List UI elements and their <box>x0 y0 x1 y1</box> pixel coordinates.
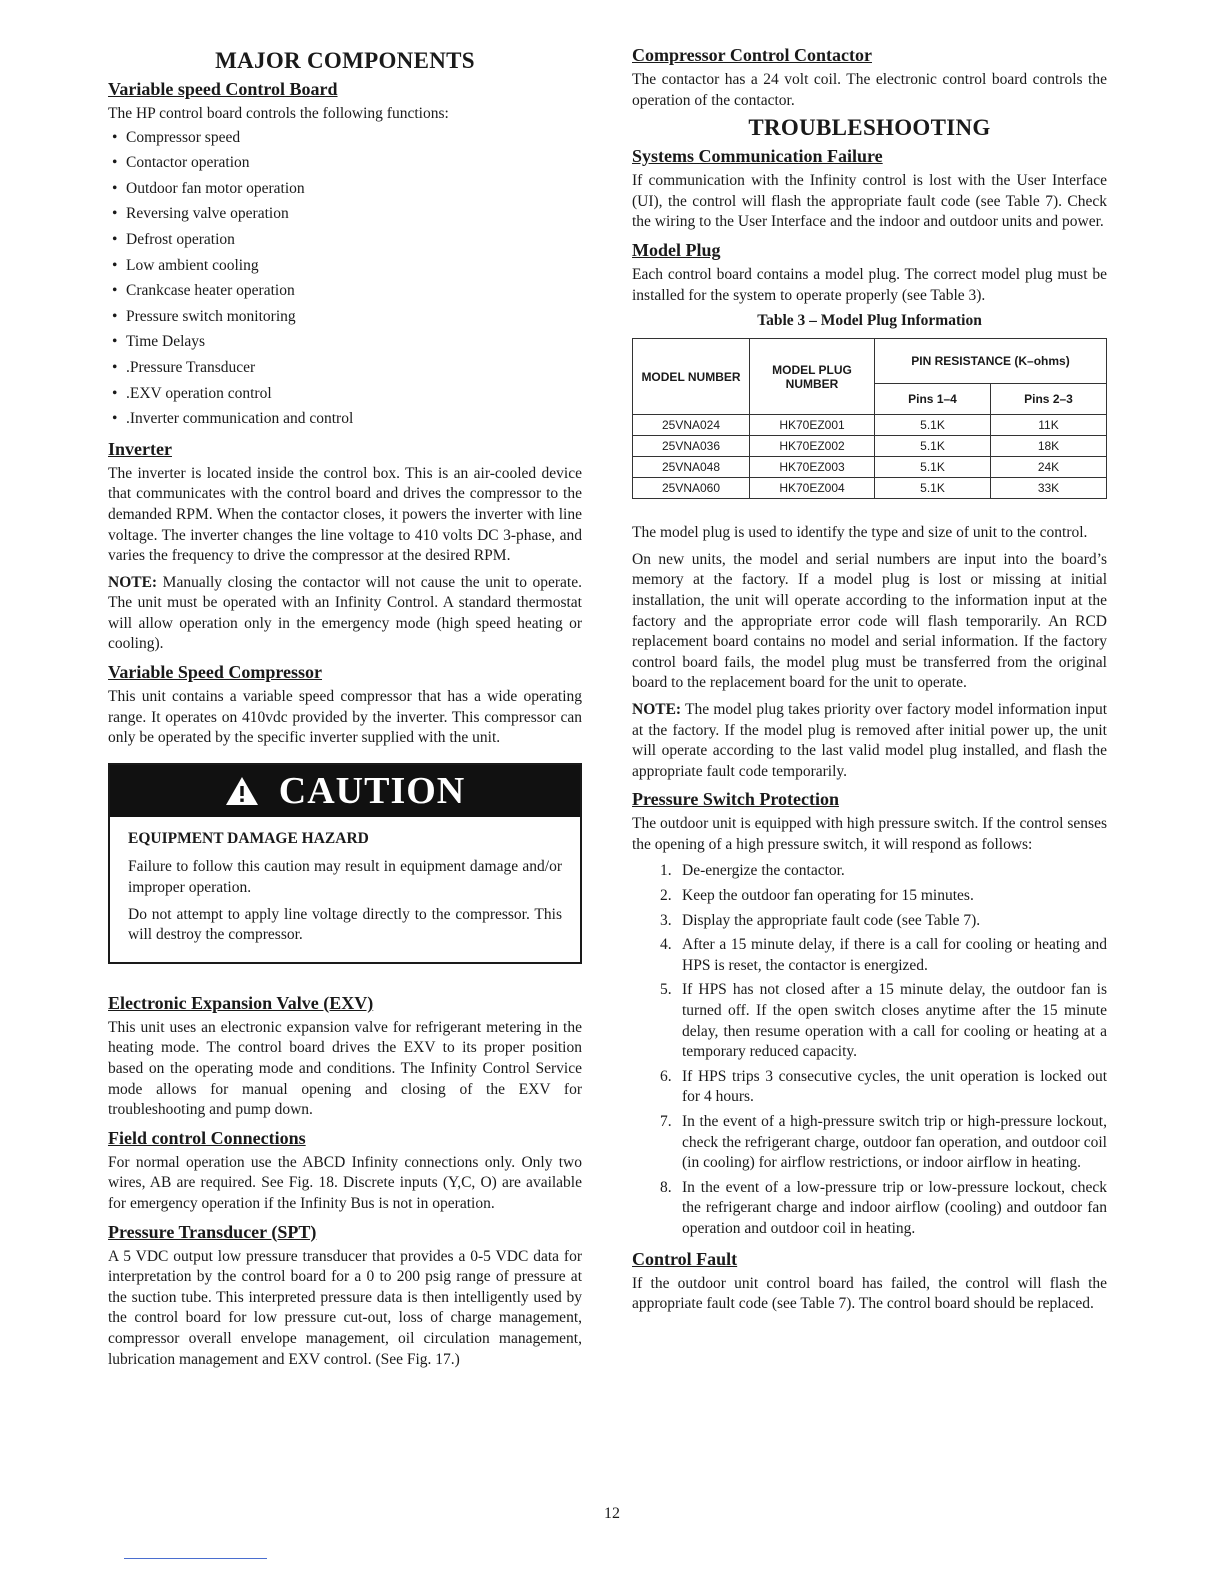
list-item: • Time Delays <box>108 329 582 355</box>
note-text: Manually closing the contactor will not cause the unit to operate. The unit must be operated with an Infinity Control. A standard thermostat will allow operation only in the emergency mode (high speed heating or cooling). <box>108 573 582 653</box>
inverter-note <box>108 573 582 655</box>
model-plug-heading: Model Plug <box>632 239 721 260</box>
table-cell: 5.1K <box>875 415 991 436</box>
model-plug-paragraph-2: The model plug is used to identify the type and size of unit to the control. <box>632 524 1088 542</box>
model-plug-table <box>632 338 1107 499</box>
vscb-heading: Variable speed Control Board <box>108 79 338 99</box>
warning-triangle-icon <box>225 776 259 806</box>
table-row <box>633 478 1107 499</box>
list-item <box>632 1178 1107 1240</box>
caution-text-1: Failure to follow this caution may result in equipment damage and/or improper operation. <box>128 858 562 897</box>
list-item: • Compressor speed <box>108 125 582 151</box>
psp-steps <box>632 861 1107 1239</box>
table-cell: HK70EZ003 <box>750 457 875 478</box>
left-column <box>108 44 582 1376</box>
step-number: 1. <box>660 862 672 880</box>
table-cell: HK70EZ002 <box>750 436 875 457</box>
model-plug-paragraph-3: On new units, the model and serial numbers are input into the board’s memory at the factory. If a model plug is lost or missing at initial installation, the unit will operate according to the information input at the factory and the appropriate error code will flash temporarily. An RCD replacement board contains no model and serial information. If the factory control board fails, the model plug must be transferred from the original board to the replacement board for the unit to operate. <box>632 550 1107 692</box>
step-text: After a 15 minute delay, if there is a call for cooling or heating and HPS is reset, the contactor is energized. <box>682 936 1107 974</box>
footer-rule <box>124 1558 267 1559</box>
fcc-heading: Field control Connections <box>108 1127 306 1148</box>
col-header-model: MODEL NUMBER <box>633 339 750 415</box>
step-number: 6. <box>660 1067 672 1085</box>
col-header-pin: PIN RESISTANCE (K–ohms) <box>875 339 1107 384</box>
list-item: • .Inverter communication and control <box>108 406 582 432</box>
function-list <box>108 125 582 432</box>
fcc-paragraph: For normal operation use the ABCD Infinity connections only. Only two wires, AB are required. See Fig. 18. Discrete inputs (Y,C, O) are available for emergency operation if the Infinity Bus is not in operation. <box>108 1153 582 1212</box>
list-item: • Defrost operation <box>108 227 582 253</box>
table-cell: HK70EZ004 <box>750 478 875 499</box>
note-text: The model plug takes priority over factory model information input at the factory. If the model plug is removed after initial power up, the unit will operate according to the last valid model plug installed, and flash the appropriate fault code temporarily. <box>632 700 1107 780</box>
table-cell: 5.1K <box>875 436 991 457</box>
list-item <box>632 980 1107 1062</box>
caution-text-2: Do not attempt to apply line voltage directly to the compressor. This will destroy the compressor. <box>128 905 562 944</box>
list-item <box>632 1112 1107 1174</box>
list-item: • Crankcase heater operation <box>108 278 582 304</box>
list-item: • Pressure switch monitoring <box>108 304 582 330</box>
model-plug-paragraph: Each control board contains a model plug. The correct model plug must be installed for the system to operate properly (see Table 3). <box>632 265 1107 304</box>
note-label: NOTE: <box>108 573 158 591</box>
step-number: 4. <box>660 936 672 954</box>
psp-heading: Pressure Switch Protection <box>632 789 839 810</box>
list-item <box>632 911 1107 932</box>
caution-body <box>110 817 580 962</box>
step-number: 2. <box>660 887 672 905</box>
vsc-paragraph: This unit contains a variable speed compressor that has a wide operating range. It operates on 410vdc provided by the inverter. This compressor can only be operated by the specific inverter supplied with the unit. <box>108 688 582 747</box>
caution-box <box>108 763 582 964</box>
list-item: • .EXV operation control <box>108 381 582 407</box>
troubleshooting-title: TROUBLESHOOTING <box>748 115 991 141</box>
control-fault-paragraph: If the outdoor unit control board has failed, the control will flash the appropriate fault code (see Table 7). The control board should be replaced. <box>632 1274 1107 1313</box>
col-header-pins-1-4: Pins 1–4 <box>875 384 991 415</box>
table-cell: 5.1K <box>875 478 991 499</box>
list-item <box>632 861 1107 882</box>
table-cell: 25VNA036 <box>633 436 750 457</box>
list-item: • Low ambient cooling <box>108 253 582 279</box>
exv-paragraph: This unit uses an electronic expansion valve for refrigerant metering in the heating mode. The control board drives the EXV to its proper position based on the operating mode and conditions. The Infinity Control Service mode allows for manual opening and closing of the EXV for troubleshooting and pump down. <box>108 1018 582 1119</box>
ccc-heading: Compressor Control Contactor <box>632 45 872 65</box>
col-header-pins-2-3: Pins 2–3 <box>991 384 1107 415</box>
list-item: • Outdoor fan motor operation <box>108 176 582 202</box>
step-text: If HPS has not closed after a 15 minute delay, the outdoor fan is turned off. If the open switch closes anytime after the 15 minute delay, then resume operation with a call for cooling or heating at a temporary reduced capacity. <box>682 981 1107 1061</box>
page-number: 12 <box>604 1505 620 1522</box>
inverter-heading: Inverter <box>108 438 172 459</box>
table-row <box>633 415 1107 436</box>
caution-hazard: EQUIPMENT DAMAGE HAZARD <box>128 829 369 847</box>
list-item <box>632 935 1107 976</box>
table-cell: 25VNA048 <box>633 457 750 478</box>
table-cell: 25VNA060 <box>633 478 750 499</box>
step-number: 5. <box>660 981 672 999</box>
table-cell: 33K <box>991 478 1107 499</box>
table-cell: 25VNA024 <box>633 415 750 436</box>
spt-paragraph: A 5 VDC output low pressure transducer that provides a 0-5 VDC data for interpretation by the control board for a 0 to 200 psig range of pressure at the suction tube. This interpreted pressure data is then intelligently used by the control board for low pressure cut-out, loss of charge management, compressor overall envelope management, oil circulation management, lubrication management and EXV control. (See Fig. 17.) <box>108 1247 582 1368</box>
step-text: In the event of a high-pressure switch trip or high-pressure lockout, check the refrigerant charge, outdoor fan operation, and outdoor coil (in cooling) for airflow restrictions, or indoor airflow in heating. <box>682 1113 1107 1172</box>
vscb-intro: The HP control board controls the following functions: <box>108 105 449 122</box>
table-cell: 5.1K <box>875 457 991 478</box>
step-text: Keep the outdoor fan operating for 15 minutes. <box>682 887 974 905</box>
table-cell: 24K <box>991 457 1107 478</box>
major-components-title: MAJOR COMPONENTS <box>215 48 475 73</box>
step-number: 7. <box>660 1113 672 1130</box>
list-item <box>632 886 1107 907</box>
table-row <box>633 457 1107 478</box>
control-fault-heading: Control Fault <box>632 1248 738 1269</box>
exv-heading: Electronic Expansion Valve (EXV) <box>108 992 374 1013</box>
table-title: Table 3 – Model Plug Information <box>757 312 982 330</box>
table-row <box>633 436 1107 457</box>
note-label: NOTE: <box>632 700 682 718</box>
inverter-paragraph: The inverter is located inside the control box. This is an air-cooled device that communicates with the control board and drives the compressor to the demanded RPM. When the contactor closes, it powers the inverter with line voltage. The inverter changes the line voltage to 410 volts DC 3-phase, and varies the frequency to drive the compressor at the desired RPM. <box>108 464 582 565</box>
list-item: • .Pressure Transducer <box>108 355 582 381</box>
scf-heading: Systems Communication Failure <box>632 146 883 167</box>
table-cell: HK70EZ001 <box>750 415 875 436</box>
col-header-plug: MODEL PLUG NUMBER <box>750 339 875 415</box>
step-number: 3. <box>660 911 672 929</box>
list-item <box>632 1067 1107 1108</box>
spt-heading: Pressure Transducer (SPT) <box>108 1221 317 1242</box>
caution-title: CAUTION <box>278 769 466 812</box>
caution-header <box>110 765 580 817</box>
step-number: 8. <box>660 1178 672 1196</box>
model-plug-note <box>632 700 1107 782</box>
step-text: If HPS trips 3 consecutive cycles, the unit operation is locked out for 4 hours. <box>682 1067 1107 1106</box>
step-text: De-energize the contactor. <box>682 862 845 880</box>
step-text: In the event of a low-pressure trip or low-pressure lockout, check the refrigerant charge and indoor airflow (cooling) and outdoor fan operation and outdoor coil in heating. <box>682 1178 1107 1237</box>
ccc-paragraph: The contactor has a 24 volt coil. The electronic control board controls the operation of the contactor. <box>632 71 1107 109</box>
list-item: • Reversing valve operation <box>108 201 582 227</box>
vsc-heading: Variable Speed Compressor <box>108 662 323 683</box>
right-column <box>632 44 1107 1321</box>
step-text: Display the appropriate fault code (see Table 7). <box>682 911 981 929</box>
list-item: • Contactor operation <box>108 150 582 176</box>
scf-paragraph: If communication with the Infinity control is lost with the User Interface (UI), the control will flash the appropriate fault code (see Table 7). Check the wiring to the User Interface and the indoor and outdoor units and power. <box>632 172 1107 231</box>
psp-paragraph: The outdoor unit is equipped with high pressure switch. If the control senses the opening of a high pressure switch, it will respond as follows: <box>632 815 1107 853</box>
table-cell: 11K <box>991 415 1107 436</box>
table-cell: 18K <box>991 436 1107 457</box>
